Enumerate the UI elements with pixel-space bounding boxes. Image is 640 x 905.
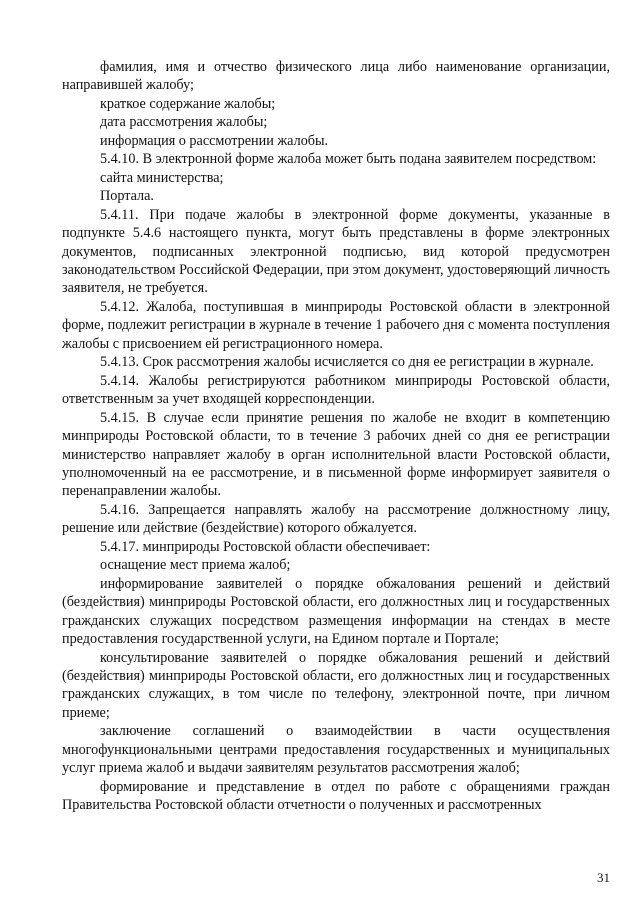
paragraph: информация о рассмотрении жалобы. bbox=[100, 132, 329, 149]
paragraph: заключение соглашений о взаимодействии в части осуществления многофункциональными центрами предоставления государственных и муниципальных услуг приема жалоб и выдачи заявителям результатов рассмотрения жалоб; bbox=[62, 723, 610, 777]
paragraph: 5.4.16. Запрещается направлять жалобу на рассмотрение должностному лицу, решение или действие (бездействие) которого обжалуется. bbox=[62, 501, 610, 537]
page-number: 31 bbox=[597, 870, 610, 885]
paragraph: консультирование заявителей о порядке обжалования решений и действий (бездействия) минприроды Ростовской области, его должностных лиц и государственных гражданских служащих, в том числе по телефону, электронной почте, при личном приеме; bbox=[62, 649, 610, 721]
paragraph: 5.4.15. В случае если принятие решения по жалобе не входит в компетенцию минприроды Ростовской области, то в течение 3 рабочих дней со дня ее регистрации министерство направляет жалобу в орган исполнительной власти Ростовской области, уполномоченный на ее рассмотрение, и в письменной форме информирует заявителя о перенаправлении жалобы. bbox=[62, 409, 610, 500]
paragraph: 5.4.12. Жалоба, поступившая в минприроды Ростовской области в электронной форме, подлежит регистрации в журнале в течение 1 рабочего дня с момента поступления жалобы с присвоением ей регистрационного номера. bbox=[62, 298, 610, 352]
document-page bbox=[62, 58, 610, 815]
paragraph: фамилия, имя и отчество физического лица либо наименование организации, направившей жалобу; bbox=[62, 59, 610, 94]
paragraph: оснащение мест приема жалоб; bbox=[100, 557, 291, 574]
paragraph: информирование заявителей о порядке обжалования решений и действий (бездействия) минприроды Ростовской области, его должностных лиц и государственных гражданских служащих посредством размещения информации на стендах в месте предоставления государственной услуги, на Едином портале и Портале; bbox=[62, 575, 610, 648]
paragraph: формирование и представление в отдел по работе с обращениями граждан Правительства Ростовской области отчетности о полученных и рассмотренных bbox=[62, 778, 610, 814]
paragraph: 5.4.13. Срок рассмотрения жалобы исчисляется со дня ее регистрации в журнале. bbox=[100, 354, 594, 371]
paragraph: 5.4.14. Жалобы регистрируются работником минприроды Ростовской области, ответственным за учет входящей корреспонденции. bbox=[62, 372, 610, 408]
paragraph: дата рассмотрения жалобы; bbox=[100, 114, 268, 131]
paragraph: 5.4.10. В электронной форме жалоба может быть подана заявителем посредством: bbox=[100, 151, 597, 168]
paragraph: краткое содержание жалобы; bbox=[100, 95, 276, 112]
paragraph: сайта министерства; bbox=[100, 169, 224, 186]
paragraph: 5.4.17. минприроды Ростовской области обеспечивает: bbox=[100, 538, 431, 555]
paragraph: 5.4.11. При подаче жалобы в электронной форме документы, указанные в подпункте 5.4.6 настоящего пункта, могут быть представлены в форме электронных документов, подписанных электронной подписью, вид которой предусмотрен законодательством Российской Федерации, при этом документ, удостоверяющий личность заявителя, не требуется. bbox=[62, 206, 610, 297]
paragraph: Портала. bbox=[100, 188, 154, 205]
